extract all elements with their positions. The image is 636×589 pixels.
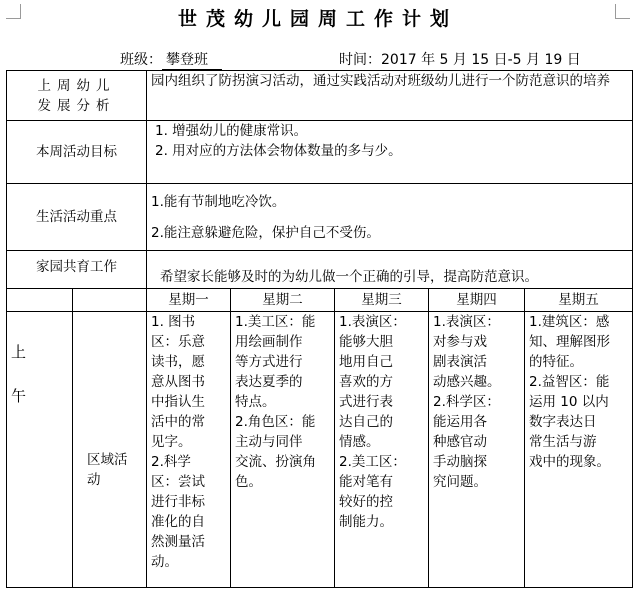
tuesday-activity: 1.美工区：能 用绘画制作 等方式进行 表达夏季的 特点。 2.角色区：能 主动与同伴 交流、扮演角 色。 xyxy=(231,312,335,588)
weekly-plan-table xyxy=(6,70,633,588)
row-life xyxy=(7,184,633,251)
day-thursday: 星期四 xyxy=(429,289,525,312)
class-info xyxy=(120,49,222,70)
header-blank xyxy=(73,289,147,312)
row-morning xyxy=(7,312,633,588)
row-days-header xyxy=(7,289,633,312)
day-tuesday: 星期二 xyxy=(231,289,335,312)
last-week-label xyxy=(7,71,147,121)
last-week-label-line2: 发展分析 xyxy=(37,97,116,114)
life-item: 2.能注意躲避危险，保护自己不受伤。 xyxy=(151,225,380,241)
time-info xyxy=(339,49,581,69)
time-label: 时间： xyxy=(339,52,381,68)
day-monday: 星期一 xyxy=(147,289,231,312)
day-wednesday: 星期三 xyxy=(335,289,429,312)
morning-label xyxy=(7,312,73,588)
row-home xyxy=(7,251,633,289)
day-friday: 星期五 xyxy=(525,289,633,312)
document-title: 世茂幼儿园周工作计划 xyxy=(177,8,458,30)
morning-label-line1: 上 xyxy=(11,343,27,361)
goals-content xyxy=(147,121,633,184)
header-blank xyxy=(7,289,73,312)
activity-label xyxy=(73,312,147,588)
friday-activity: 1.建筑区：感 知、理解图形 的特征。 2.益智区：能 运用 10 以内 数字表达日 常生活与游 戏中的现象。 xyxy=(525,312,633,588)
thursday-activity: 1.表演区： 对参与戏 剧表演活 动感兴趣。 2.科学区： 能运用各 种感官动 手动脑探 究问题。 xyxy=(429,312,525,588)
life-item: 1.能有节制地吃冷饮。 xyxy=(151,194,286,210)
last-week-content: 园内组织了防拐演习活动，通过实践活动对班级幼儿进行一个防范意识的培养 xyxy=(147,71,633,121)
home-label: 家园共育工作 xyxy=(7,251,147,289)
life-content xyxy=(147,184,633,251)
goal-item: 2. 用对应的方法体会物体数量的多与少。 xyxy=(155,143,402,159)
last-week-label-line1: 上周幼儿 xyxy=(37,77,116,94)
time-value: 2017 年 5 月 15 日-5 月 19 日 xyxy=(381,52,581,68)
goal-item: 1. 增强幼儿的健康常识。 xyxy=(155,123,308,139)
row-last-week xyxy=(7,71,633,121)
monday-activity: 1. 图书 区：乐意 读书，愿 意从图书 中指认生 活中的常 见字。 2.科学 区：尝试 进行非标 准化的自 然测量活 动。 xyxy=(147,312,231,588)
goals-label: 本周活动目标 xyxy=(7,121,147,184)
row-goals xyxy=(7,121,633,184)
morning-label-line2: 午 xyxy=(11,387,27,405)
class-label: 班级： xyxy=(120,52,162,68)
home-content: 希望家长能够及时的为幼儿做一个正确的引导，提高防范意识。 xyxy=(147,251,633,289)
activity-label-line2: 动 xyxy=(87,471,101,488)
activity-label-line1: 区域活 xyxy=(87,451,128,468)
wednesday-activity: 1.表演区： 能够大胆 地用自己 喜欢的方 式进行表 达自己的 情感。 2.美工区： 能对笔有 较好的控 制能力。 xyxy=(335,312,429,588)
class-value: 攀登班 xyxy=(162,49,222,70)
life-label: 生活活动重点 xyxy=(7,184,147,251)
